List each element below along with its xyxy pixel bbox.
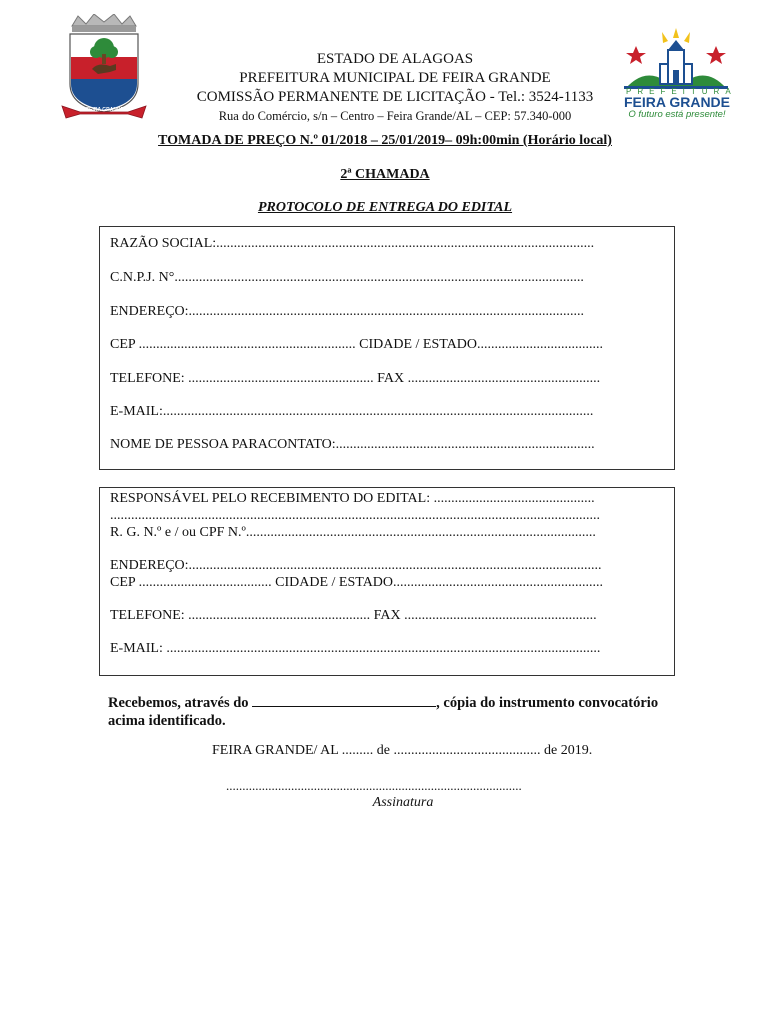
logo-city-text: FEIRA GRANDE bbox=[623, 94, 731, 110]
address-line: Rua do Comércio, s/n – Centro – Feira Grande/AL – CEP: 57.340-000 bbox=[218, 109, 572, 123]
receiver-info-box bbox=[99, 487, 675, 676]
responsavel-continuation: ............................................................................................................................................ bbox=[110, 508, 600, 523]
protocolo-title: PROTOCOLO DE ENTREGA DO EDITAL bbox=[257, 200, 513, 215]
receipt-blank-line bbox=[252, 694, 436, 707]
date-line: FEIRA GRANDE/ AL ......... de .......................................... de 2019. bbox=[212, 743, 593, 758]
receipt-text-middle: , cópia do instrumento convocatório bbox=[436, 695, 659, 711]
razao-social-field: RAZÃO SOCIAL:............................................................................................................ bbox=[110, 236, 595, 251]
chamada-title: 2ª CHAMADA bbox=[340, 167, 430, 182]
signature-label: Assinatura bbox=[372, 795, 434, 810]
letterhead bbox=[175, 50, 615, 126]
municipal-crest bbox=[58, 14, 150, 122]
prefecture-name: PREFEITURA MUNICIPAL DE FEIRA GRANDE bbox=[239, 70, 551, 86]
endereco-field: ENDEREÇO:................................................................................................................. bbox=[110, 304, 585, 319]
receipt-text-end: acima identificado. bbox=[108, 713, 226, 729]
logo-prefeitura-text: PREFEITURA bbox=[626, 87, 737, 96]
cep-cidade-field: CEP .............................................................. CIDADE / ESTADO.................................... bbox=[110, 337, 604, 352]
tomada-de-preco-title: TOMADA DE PREÇO N.º 01/2018 – 25/01/2019– 09h:00min (Horário local) bbox=[158, 133, 612, 148]
receiver-endereco-field: ENDEREÇO:...................................................................................................................... bbox=[110, 558, 602, 573]
logo-slogan-text: O futuro está presente! bbox=[628, 109, 726, 120]
commission-name: COMISSÃO PERMANENTE DE LICITAÇÃO - Tel.: 3524-1133 bbox=[196, 89, 594, 105]
receiver-cep-cidade-field: CEP ...................................... CIDADE / ESTADO............................................................ bbox=[110, 575, 604, 590]
contact-name-field: NOME DE PESSOA PARACONTATO:.......................................................................... bbox=[110, 437, 595, 452]
signature-line: ........................................................................................... bbox=[226, 778, 522, 793]
receiver-email-field: E-MAIL: ............................................................................................................................ bbox=[110, 641, 601, 656]
rg-cpf-field: R. G. N.º e / ou CPF N.º.................................................................................................... bbox=[110, 525, 596, 540]
cnpj-field: C.N.P.J. N°..................................................................................................................... bbox=[110, 270, 584, 285]
telefone-fax-field: TELEFONE: ..................................................... FAX ....................................................... bbox=[110, 371, 601, 386]
receiver-telefone-fax-field: TELEFONE: .................................................... FAX ....................................................... bbox=[110, 608, 597, 623]
crest-ribbon-text: FEIRA GRANDE bbox=[86, 107, 124, 113]
receipt-text-start: Recebemos, através do bbox=[108, 695, 249, 711]
company-info-box bbox=[99, 226, 675, 470]
email-field: E-MAIL:........................................................................................................................... bbox=[110, 404, 594, 419]
state-name: ESTADO DE ALAGOAS bbox=[316, 51, 474, 67]
receipt-statement bbox=[108, 694, 708, 730]
responsavel-field: RESPONSÁVEL PELO RECEBIMENTO DO EDITAL: .............................................. bbox=[110, 491, 595, 506]
